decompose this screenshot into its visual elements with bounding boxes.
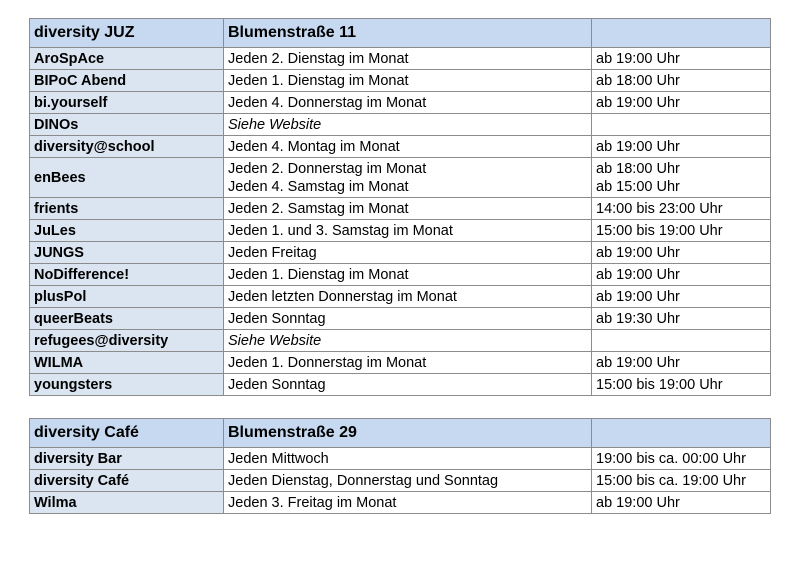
time-line: ab 19:00 Uhr: [596, 266, 680, 283]
time-line: ab 18:00 Uhr: [596, 160, 680, 177]
table-row: [30, 242, 771, 264]
time-line: 14:00 bis 23:00 Uhr: [596, 200, 723, 217]
table-row: [30, 470, 771, 492]
group-name: enBees: [30, 158, 224, 198]
meeting-schedule: [224, 264, 592, 286]
group-name: diversity Café: [30, 470, 224, 492]
time-line: 15:00 bis ca. 19:00 Uhr: [596, 472, 746, 489]
meeting-schedule: [224, 492, 592, 514]
group-name: bi.yourself: [30, 92, 224, 114]
schedule-line: Jeden 4. Montag im Monat: [228, 138, 400, 155]
schedule-line: Jeden 4. Samstag im Monat: [228, 178, 409, 195]
meeting-schedule: [224, 198, 592, 220]
group-name: queerBeats: [30, 308, 224, 330]
schedule-line: Jeden 2. Dienstag im Monat: [228, 50, 409, 67]
meeting-time: [592, 330, 771, 352]
group-name: JuLes: [30, 220, 224, 242]
group-name: frients: [30, 198, 224, 220]
group-name: plusPol: [30, 286, 224, 308]
meeting-schedule: [224, 220, 592, 242]
meeting-schedule: [224, 448, 592, 470]
header-empty: [592, 419, 771, 448]
meeting-time: [592, 308, 771, 330]
venue-address: Blumenstraße 11: [224, 19, 592, 48]
venue-address: Blumenstraße 29: [224, 419, 592, 448]
time-line: ab 18:00 Uhr: [596, 72, 680, 89]
meeting-schedule: [224, 242, 592, 264]
meeting-time: [592, 158, 771, 198]
group-name: BIPoC Abend: [30, 70, 224, 92]
table-row: [30, 492, 771, 514]
meeting-time: [592, 198, 771, 220]
group-name: diversity@school: [30, 136, 224, 158]
table-row: [30, 220, 771, 242]
time-line: 15:00 bis 19:00 Uhr: [596, 222, 723, 239]
time-line: ab 19:00 Uhr: [596, 288, 680, 305]
meeting-time: [592, 470, 771, 492]
table-row: [30, 92, 771, 114]
group-name: DINOs: [30, 114, 224, 136]
schedule-line: Jeden 4. Donnerstag im Monat: [228, 94, 427, 111]
meeting-time: [592, 220, 771, 242]
meeting-time: [592, 492, 771, 514]
meeting-schedule: [224, 70, 592, 92]
table-header-row: [30, 419, 771, 448]
schedule-line: Jeden 1. und 3. Samstag im Monat: [228, 222, 453, 239]
time-line: ab 19:00 Uhr: [596, 50, 680, 67]
meeting-schedule: [224, 48, 592, 70]
group-name: WILMA: [30, 352, 224, 374]
table-row: [30, 198, 771, 220]
schedule-line: Jeden Freitag: [228, 244, 317, 261]
table-row: [30, 70, 771, 92]
table-row: [30, 448, 771, 470]
meeting-schedule: [224, 374, 592, 396]
time-line: 15:00 bis 19:00 Uhr: [596, 376, 723, 393]
schedule-line: Jeden 2. Samstag im Monat: [228, 200, 409, 217]
table-row: [30, 286, 771, 308]
group-name: youngsters: [30, 374, 224, 396]
time-line: ab 19:00 Uhr: [596, 138, 680, 155]
meeting-time: [592, 448, 771, 470]
group-name: JUNGS: [30, 242, 224, 264]
group-name: refugees@diversity: [30, 330, 224, 352]
table-row: [30, 136, 771, 158]
venue-name: diversity Café: [30, 419, 224, 448]
table-row: [30, 352, 771, 374]
meeting-time: [592, 286, 771, 308]
time-line: ab 19:00 Uhr: [596, 94, 680, 111]
venue-name: diversity JUZ: [30, 19, 224, 48]
time-line: ab 19:30 Uhr: [596, 310, 680, 327]
meeting-time: [592, 374, 771, 396]
group-name: NoDifference!: [30, 264, 224, 286]
time-line: ab 19:00 Uhr: [596, 494, 680, 511]
schedule-line: Siehe Website: [228, 116, 322, 133]
group-name: Wilma: [30, 492, 224, 514]
group-name: AroSpAce: [30, 48, 224, 70]
schedule-table-cafe: [29, 418, 771, 514]
schedule-line: Jeden 1. Dienstag im Monat: [228, 72, 409, 89]
table-row: [30, 264, 771, 286]
schedule-line: Jeden Sonntag: [228, 310, 326, 327]
meeting-time: [592, 114, 771, 136]
meeting-time: [592, 48, 771, 70]
meeting-schedule: [224, 158, 592, 198]
meeting-schedule: [224, 92, 592, 114]
meeting-schedule: [224, 136, 592, 158]
table-row: [30, 374, 771, 396]
table-row: [30, 308, 771, 330]
table-row: [30, 330, 771, 352]
schedule-line: Jeden letzten Donnerstag im Monat: [228, 288, 457, 305]
meeting-schedule: [224, 352, 592, 374]
meeting-schedule: [224, 470, 592, 492]
meeting-time: [592, 352, 771, 374]
meeting-schedule: [224, 330, 592, 352]
schedule-line: Jeden 2. Donnerstag im Monat: [228, 160, 427, 177]
header-empty: [592, 19, 771, 48]
meeting-time: [592, 70, 771, 92]
group-name: diversity Bar: [30, 448, 224, 470]
table-row: [30, 158, 771, 198]
schedule-line: Siehe Website: [228, 332, 322, 349]
schedule-line: Jeden 3. Freitag im Monat: [228, 494, 397, 511]
meeting-time: [592, 136, 771, 158]
time-line: ab 15:00 Uhr: [596, 178, 680, 195]
time-line: ab 19:00 Uhr: [596, 244, 680, 261]
time-line: 19:00 bis ca. 00:00 Uhr: [596, 450, 746, 467]
meeting-time: [592, 264, 771, 286]
schedule-line: Jeden Mittwoch: [228, 450, 329, 467]
time-line: ab 19:00 Uhr: [596, 354, 680, 371]
meeting-time: [592, 242, 771, 264]
schedule-line: Jeden Dienstag, Donnerstag und Sonntag: [228, 472, 499, 489]
meeting-schedule: [224, 286, 592, 308]
schedule-line: Jeden Sonntag: [228, 376, 326, 393]
schedule-table-juz: [29, 18, 771, 396]
table-row: [30, 114, 771, 136]
meeting-schedule: [224, 114, 592, 136]
schedule-line: Jeden 1. Dienstag im Monat: [228, 266, 409, 283]
schedule-line: Jeden 1. Donnerstag im Monat: [228, 354, 427, 371]
meeting-time: [592, 92, 771, 114]
table-header-row: [30, 19, 771, 48]
table-row: [30, 48, 771, 70]
meeting-schedule: [224, 308, 592, 330]
